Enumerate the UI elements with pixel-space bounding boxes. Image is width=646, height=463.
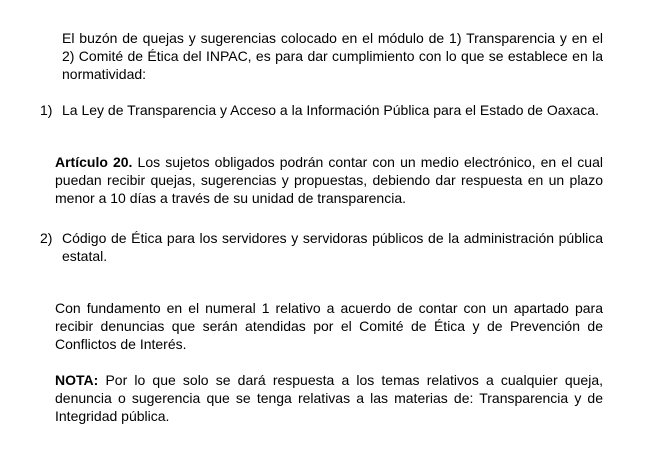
intro-paragraph: El buzón de quejas y sugerencias colocado en el módulo de 1) Transparencia y en el 2) Comité de Ética del INPAC, es para dar cumplimiento con lo que se establece en la normatividad:	[62, 30, 603, 82]
basis-paragraph: Con fundamento en el numeral 1 relativo a acuerdo de contar con un apartado para recibir denuncias que serán atendidas por el Comité de Ética y de Prevención de Conflictos de Interés.	[55, 300, 603, 352]
list-text: Código de Ética para los servidores y servidoras públicos de la administración pública estatal.	[62, 230, 603, 264]
list-text: La Ley de Transparencia y Acceso a la Información Pública para el Estado de Oaxaca.	[62, 102, 599, 118]
article-label: Artículo 20.	[55, 154, 133, 170]
nota-paragraph	[55, 371, 603, 425]
article-text: Los sujetos obligados podrán contar con un medio electrónico, en el cual puedan recibir quejas, sugerencias y propuestas, debiendo dar respuesta en un plazo menor a 10 días a través de su unidad de transparencia.	[55, 154, 603, 206]
article-20-paragraph	[55, 153, 603, 207]
list-number: 1)	[40, 102, 53, 118]
list-number: 2)	[40, 230, 53, 246]
nota-label: NOTA:	[55, 372, 99, 388]
nota-text: Por lo que solo se dará respuesta a los temas relativos a cualquier queja, denuncia o sugerencia que se tenga relativas a las materias de: Transparencia y de Integridad pública.	[55, 372, 603, 424]
